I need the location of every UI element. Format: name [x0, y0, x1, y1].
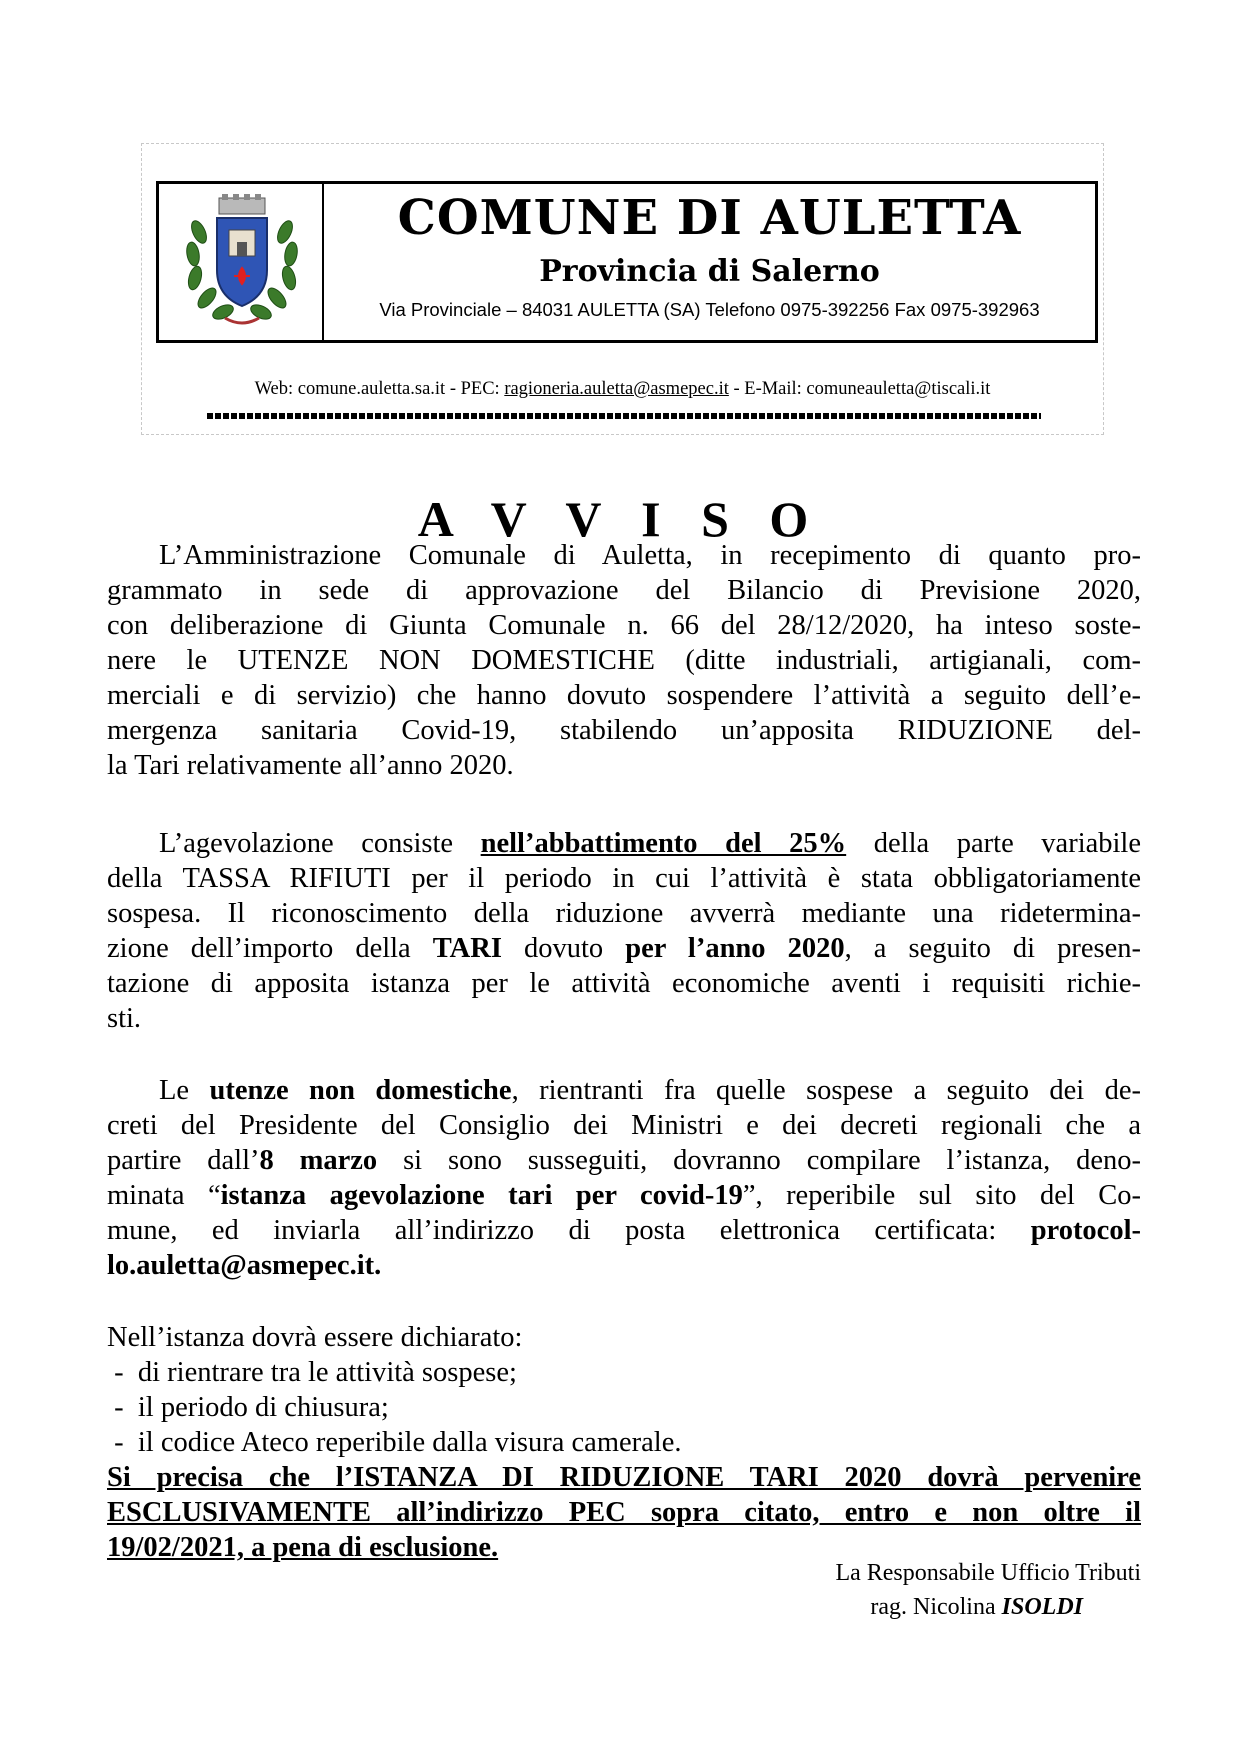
text-line: con deliberazione di Giunta Comunale n. 66 del 28/12/2020, ha inteso soste-	[107, 610, 1141, 641]
text-line: nere le UTENZE NON DOMESTICHE (ditte industriali, artigianali, com-	[107, 645, 1141, 676]
text-run: si sono susseguiti, dovranno compilare l’istanza, deno-	[377, 1145, 1141, 1176]
bold-run: 8 marzo	[259, 1145, 378, 1176]
text-line	[107, 931, 1141, 966]
list-item: - il codice Ateco reperibile dalla visura camerale.	[107, 1427, 682, 1458]
text-run: , a seguito di presen-	[844, 933, 1141, 964]
notice-line: ESCLUSIVAMENTE all’indirizzo PEC sopra citato, entro e non oltre il	[107, 1497, 1141, 1528]
text-run: , rientranti fra quelle sospese a seguito dei de-	[511, 1075, 1142, 1106]
bold-run: utenze non domestiche	[209, 1075, 512, 1106]
text-line: L’Amministrazione Comunale di Auletta, in recepimento di quanto pro-	[159, 540, 1141, 571]
bold-run: TARI	[432, 933, 502, 964]
separator-rule	[207, 413, 1041, 419]
signature-block	[741, 1556, 1141, 1624]
paragraph-3	[107, 1073, 1141, 1283]
text-run: L’agevolazione consiste	[159, 828, 481, 859]
pec-address-bold: protocol-	[1030, 1215, 1141, 1246]
text-run: dovuto	[501, 933, 626, 964]
paragraph-1	[107, 538, 1141, 783]
notice-heading: A V V I S O	[417, 491, 823, 547]
logo-cell	[159, 184, 324, 340]
text-line: tazione di apposita istanza per le attività economiche aventi i requisiti richie-	[107, 968, 1141, 999]
list-item: - il periodo di chiusura;	[107, 1392, 389, 1423]
text-line	[107, 1213, 1141, 1248]
address-line: Via Provinciale – 84031 AULETTA (SA) Telefono 0975-392256 Fax 0975-392963	[379, 299, 1040, 320]
text-line: sospesa. Il riconoscimento della riduzione avverrà mediante una ridetermina-	[107, 898, 1141, 929]
signature-name	[741, 1590, 1141, 1624]
list-item: - di rientrare tra le attività sospese;	[107, 1357, 517, 1388]
text-line	[107, 1073, 1141, 1108]
text-run: zione dell’importo della	[107, 933, 433, 964]
letterhead-box	[156, 181, 1098, 343]
text-run: Le	[159, 1075, 210, 1106]
text-line	[107, 826, 1141, 861]
notice-line: Si precisa che l’ISTANZA DI RIDUZIONE TARI 2020 dovrà pervenire	[107, 1462, 1141, 1493]
text-line	[107, 1143, 1141, 1178]
bold-run: per l’anno 2020	[625, 933, 845, 964]
signature-name-prefix: rag. Nicolina	[870, 1594, 1002, 1620]
bold-run: istanza agevolazione tari per covid-19	[220, 1180, 743, 1211]
email-text: - E-Mail: comuneauletta@tiscali.it	[728, 379, 991, 399]
pec-link[interactable]: ragioneria.auletta@asmepec.it	[504, 379, 729, 399]
paragraph-2	[107, 826, 1141, 1036]
text-run: della parte variabile	[846, 828, 1142, 859]
text-line: creti del Presidente del Consiglio dei Ministri e dei decreti regionali che a	[107, 1110, 1141, 1141]
text-run: partire dall’	[107, 1145, 260, 1176]
province-name: Provincia di Salerno	[539, 254, 880, 289]
text-line: merciali e di servizio) che hanno dovuto sospendere l’attività a seguito dell’e-	[107, 680, 1141, 711]
text-line: mergenza sanitaria Covid-19, stabilendo un’apposita RIDUZIONE del-	[107, 715, 1141, 746]
text-run: mune, ed inviarla all’indirizzo di posta elettronica certificata:	[107, 1215, 1031, 1246]
contacts-line	[141, 379, 1104, 400]
text-line: la Tari relativamente all’anno 2020.	[107, 750, 514, 781]
text-line: sti.	[107, 1003, 142, 1034]
text-run: minata “	[107, 1180, 221, 1211]
deadline-notice	[107, 1460, 1141, 1565]
text-line	[107, 1178, 1141, 1213]
pec-address-line: lo.auletta@asmepec.it.	[107, 1250, 382, 1281]
text-line: grammato in sede di approvazione del Bilancio di Previsione 2020,	[107, 575, 1141, 606]
coat-of-arms-icon	[181, 192, 303, 334]
notice-line: 19/02/2021, a pena di esclusione.	[107, 1532, 499, 1563]
municipality-name: COMUNE DI AULETTA	[397, 190, 1022, 246]
text-run: ”, reperibile sul sito del Co-	[742, 1180, 1141, 1211]
signature-surname: ISOLDI	[1001, 1594, 1083, 1620]
web-text: Web: comune.auletta.sa.it - PEC:	[254, 379, 505, 399]
declaration-list	[107, 1320, 1141, 1460]
signature-role: La Responsabile Ufficio Tributi	[835, 1560, 1141, 1586]
discount-highlight: nell’abbattimento del 25%	[480, 828, 847, 859]
list-intro: Nell’istanza dovrà essere dichiarato:	[107, 1322, 523, 1353]
text-line: della TASSA RIFIUTI per il periodo in cui l’attività è stata obbligatoriamente	[107, 863, 1141, 894]
